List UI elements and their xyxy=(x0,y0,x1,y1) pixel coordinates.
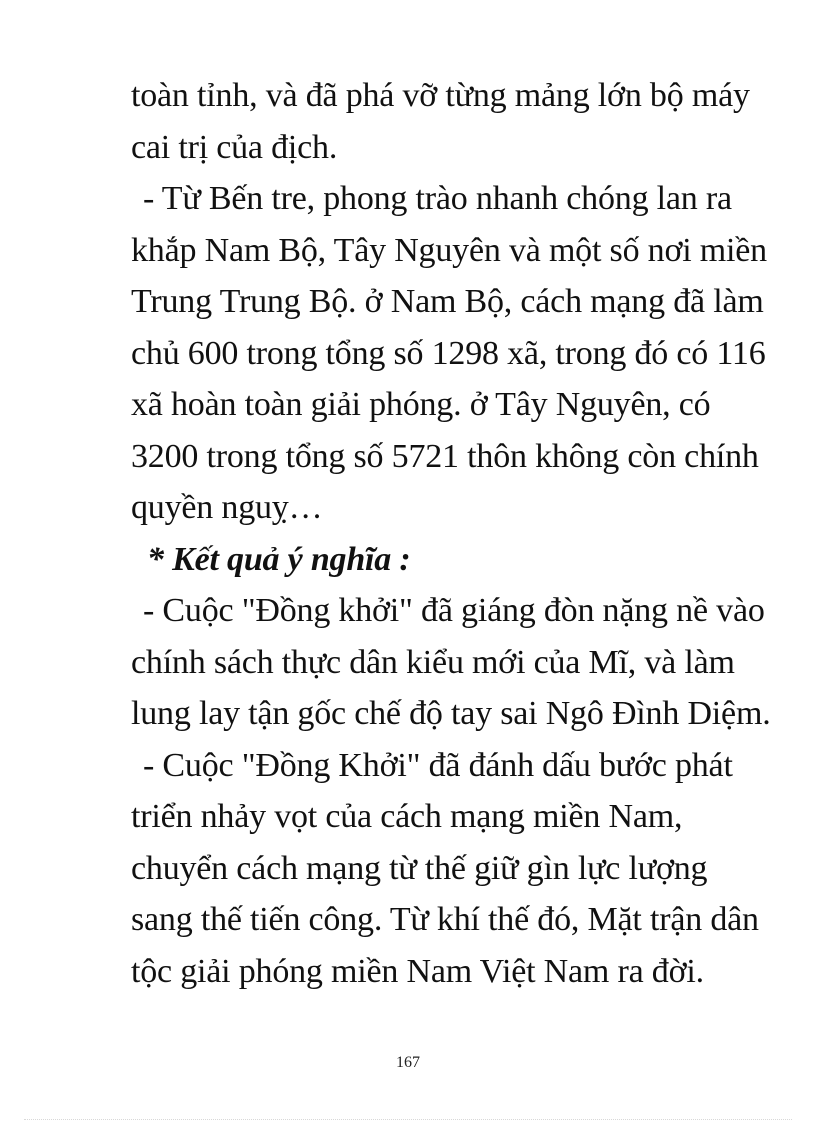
text-line: triển nhảy vọt của cách mạng miền Nam, xyxy=(131,798,683,835)
section-heading: * Kết quả ý nghĩa : xyxy=(147,540,411,578)
text-line: cai trị của địch. xyxy=(131,128,338,166)
bullet-paragraph-start: - Từ Bến tre, phong trào nhanh chóng lan ra xyxy=(143,180,732,217)
text-line: quyền nguỵ… xyxy=(131,489,323,526)
page-number: 167 xyxy=(396,1054,420,1071)
text-line: toàn tỉnh, và đã phá vỡ từng mảng lớn bộ máy xyxy=(131,77,750,114)
text-line: 3200 trong tổng số 5721 thôn không còn chính xyxy=(131,437,759,475)
text-line: chủ 600 trong tổng số 1298 xã, trong đó có 116 xyxy=(131,334,766,372)
text-line: Trung Trung Bộ. ở Nam Bộ, cách mạng đã làm xyxy=(131,283,764,320)
text-line: sang thế tiến công. Từ khí thế đó, Mặt trận dân xyxy=(131,901,759,938)
text-line: chuyển cách mạng từ thế giữ gìn lực lượng xyxy=(131,849,708,887)
text-line: chính sách thực dân kiểu mới của Mĩ, và làm xyxy=(131,643,735,681)
text-line: khắp Nam Bộ, Tây Nguyên và một số nơi miền xyxy=(131,231,767,269)
page-bottom-divider xyxy=(24,1119,792,1120)
bullet-paragraph-start: - Cuộc "Đồng khởi" đã giáng đòn nặng nề vào xyxy=(143,592,765,629)
text-line: xã hoàn toàn giải phóng. ở Tây Nguyên, có xyxy=(131,386,711,423)
body-text xyxy=(131,70,771,997)
text-line: lung lay tận gốc chế độ tay sai Ngô Đình Diệm. xyxy=(131,695,771,732)
text-line: tộc giải phóng miền Nam Việt Nam ra đời. xyxy=(131,952,704,990)
bullet-paragraph-start: - Cuộc "Đồng Khởi" đã đánh dấu bước phát xyxy=(143,746,733,784)
